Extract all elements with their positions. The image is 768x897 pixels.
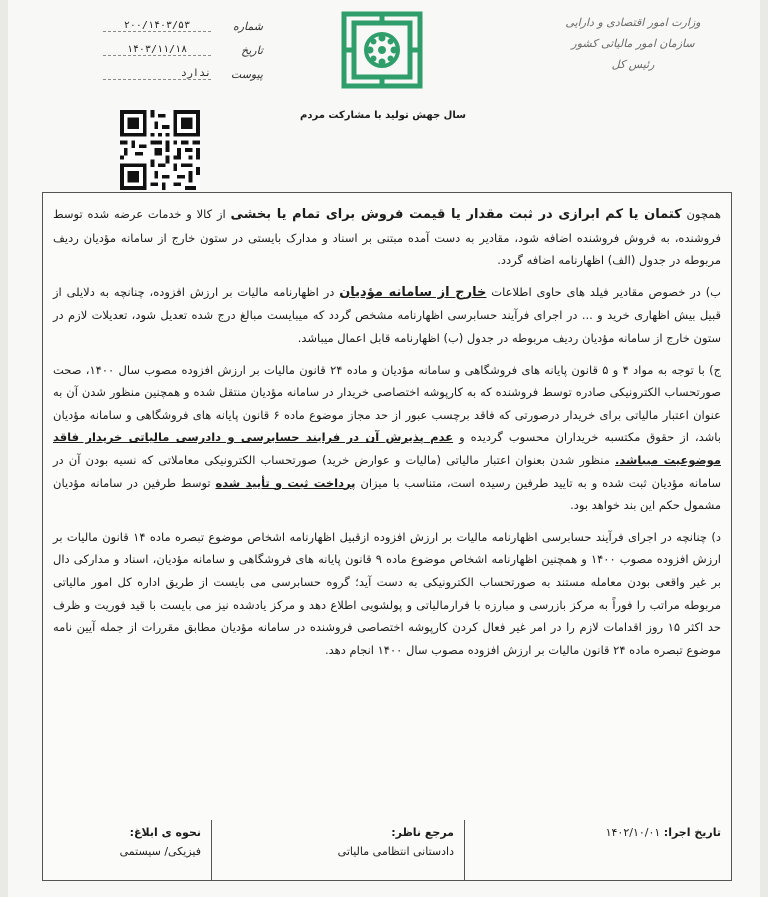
p3-part-e: توسط طرفین در سامانه مؤدیان مشمول حکم این بند خواهد بود. [53, 475, 721, 513]
p3-underlined-clause: عدم پذیرش آن در فرایند حسابرسی و دادرسی مالیاتی خریدار فاقد موضوعیت میباشد. [53, 430, 721, 467]
p1-emphasis: کتمان یا کم ابرازی در ثبت مقدار یا قیمت فروش برای تمام یا بخشی [230, 207, 682, 222]
supervisor-label: مرجع ناظر: [391, 826, 454, 839]
p3-part-c: منظور شدن بعنوان اعتبار مالیاتی (مالیات و عوارض خرید) صورتحساب الکترونیکی معاملاتی که نسیه بودن آن در سامانه مؤدیان ثبت شده و به تایید طرفین رسیده است، متناسب با میزان [53, 452, 721, 490]
head-title-line: رئیس کل [611, 58, 655, 71]
p3-underlined-payment: پرداخت ثبت و تأیید شده [215, 475, 356, 490]
execution-date-label: تاریخ اجرا: [663, 826, 721, 839]
p2-intro: ب) در خصوص مقادیر فیلد های حاوی اطلاعات [491, 284, 722, 299]
year-motto: سال جهش تولید با مشارکت مردم [300, 110, 466, 121]
footer-table [42, 820, 732, 881]
ministry-line: وزارت امور اقتصادی و دارایی [565, 16, 701, 29]
paragraph-jim [43, 359, 731, 517]
execution-date-value: ۱۴۰۲/۱۰/۰۱ [605, 826, 661, 839]
letter-attachment-label: پیوست [230, 67, 263, 81]
paragraph-be [43, 281, 731, 350]
organization-line: سازمان امور مالیاتی کشور [571, 37, 695, 50]
letter-attachment-row [103, 62, 263, 86]
p1-intro: همچون [686, 207, 721, 221]
directive-body [42, 192, 732, 822]
p3-part-a: ج) با توجه به مواد ۴ و ۵ قانون پایانه های فروشگاهی و سامانه مؤدیان و ماده ۲۴ قانون مالیات بر ارزش افزوده مصوب سال ۱۴۰۰، صحت صورتحساب الکترونیکی صادره توسط فروشنده که به کارپوشه اختصاصی خریدار در سامانه مؤدیان منتقل شده و همچنین منظور شدن آن به عنوان اعتبار مالیاتی برای خریدار درصورتی که فاقد برچسب عبور از حد مجاز موضوع ماده ۶ قانون پایانه های فروشگاهی و سامانه مؤدیان باشد، از حقوق مکتسبه خریداران محسوب گردیده و [53, 362, 721, 445]
letter-metadata [103, 14, 263, 86]
letter-number-value: ۲۰۰/۱۴۰۳/۵۳ [103, 20, 211, 32]
notification-cell [43, 820, 211, 880]
ministry-heading [553, 12, 713, 75]
letter-number-label: شماره [232, 19, 263, 33]
letter-date-label: تاریخ [241, 43, 263, 57]
supervisor-cell [211, 820, 464, 880]
document-page [8, 0, 760, 897]
notification-label: نحوه ی ابلاغ: [129, 826, 201, 839]
execution-date-cell [464, 820, 731, 880]
paragraph-alef [43, 203, 731, 272]
letter-attachment-value: ندارد [103, 68, 211, 80]
notification-value: فیزیکی/ سیستمی [119, 845, 201, 858]
tax-organization-logo-icon [338, 8, 426, 92]
p2-rest: در اظهارنامه مالیات بر ارزش افزوده، چنانچه به دلایلی از قبیل بیش اظهاری خرید و ... در اجرای فرآیند حسابرسی اظهارنامه مشخص گردد که میبایست مبالغ درج شده تعدیل شود، تعدیلات لازم در ستون خارج از سامانه مؤدیان ردیف مربوطه در جدول (ب) اظهارنامه قابل اعمال میباشد. [53, 284, 721, 345]
p1-rest: از کالا و خدمات عرضه شده توسط فروشنده، به فروش فروشنده اضافه شود، مقادیر به دست آمده مبتنی بر اسناد و مدارک بایستی در ستون خارج از سامانه مؤدیان ردیف مربوطه در جدول (الف) اظهارنامه اضافه گردد. [53, 207, 721, 268]
letter-number-row [103, 14, 263, 38]
letter-date-value: ۱۴۰۳/۱۱/۱۸ [103, 44, 211, 56]
qr-code-icon [120, 110, 200, 190]
letter-date-row [103, 38, 263, 62]
paragraph-dal: د) چنانچه در اجرای فرآیند حسابرسی اظهارنامه مالیات بر ارزش افزوده ازقبیل اظهارنامه اشخاص موضوع تبصره ماده ۱۴ قانون مالیات بر ارزش افزوده مصوب ۱۴۰۰ و همچنین اظهارنامه اشخاص موضوع ماده ۹ قانون پایانه های فروشگاهی و سامانه مؤدیان، اسناد و مدارکی دال بر غیر واقعی بودن معامله مستند به صورتحساب الکترونیکی به دست آید؛ گروه حسابرسی می بایست از طریق اداره کل امور مالیاتی مربوطه مراتب را فوراً به مرکز بازرسی و مبارزه با فرارمالیاتی و پولشویی اطلاع دهد و مرکز یادشده نیز می بایست با قید فوریت و ظرف حد اکثر ۱۵ روز اقدامات لازم را در امر غیر فعال کردن کارپوشه اختصاصی فروشنده در سامانه مؤدیان مطابق مقررات از جمله آیین نامه موضوع تبصره ماده ۲۴ قانون مالیات بر ارزش افزوده مصوب سال ۱۴۰۰ انجام دهد. [53, 529, 722, 657]
supervisor-value: دادستانی انتظامی مالیاتی [337, 845, 454, 858]
p2-emphasis: خارج از سامانه مؤدیان [339, 284, 487, 300]
